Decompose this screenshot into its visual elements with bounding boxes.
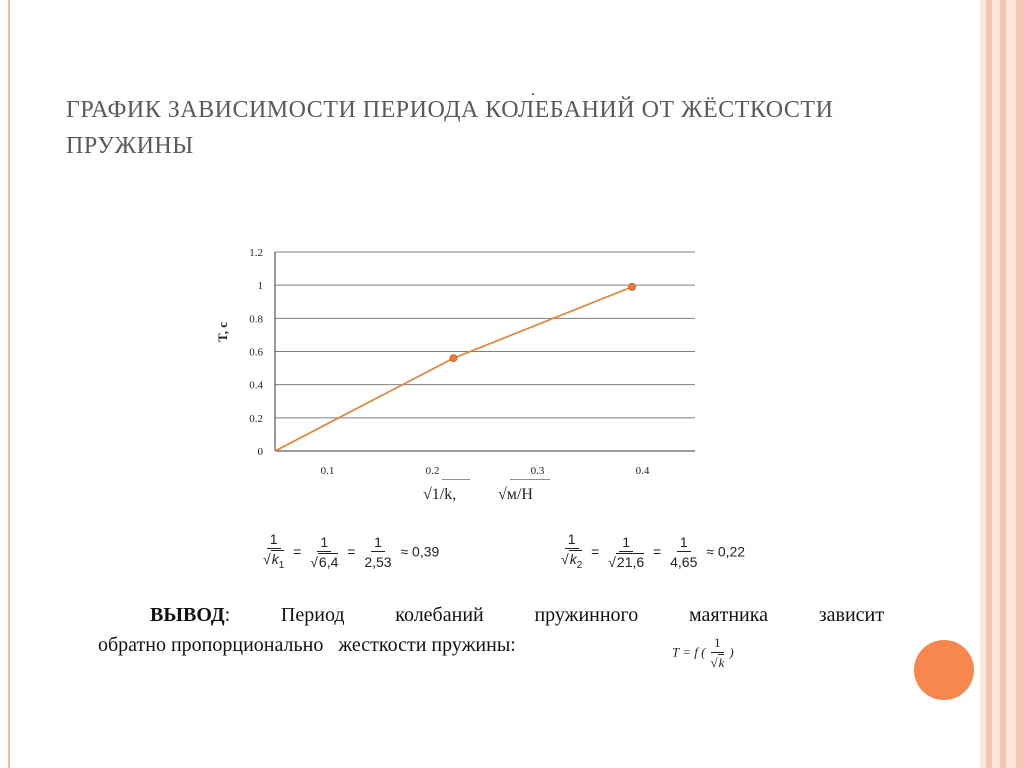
conclusion-word: зависит	[818, 604, 884, 626]
period-formula: T = f ( $\frac{1}{√k}$ )	[672, 635, 734, 670]
conclusion-word: маятника	[688, 604, 769, 626]
x-tick-label: 0.3	[530, 465, 545, 477]
y-tick-label: 0.4	[249, 379, 263, 392]
slide-title: ГРАФИК ЗАВИСИМОСТИ ПЕРИОДА КОЛЕБАНИЙ ОТ ЖЁСТКОСТИ ПРУЖИНЫ	[66, 97, 834, 159]
y-tick-label: 1.2	[249, 247, 263, 259]
conclusion-line-2: обратно пропорционально жесткости пружины:	[98, 634, 516, 656]
conclusion-word: колебаний	[395, 604, 484, 626]
y-tick-label: 0	[257, 446, 263, 458]
y-axis-label: T, c	[215, 322, 230, 342]
y-tick-label: 1	[257, 280, 263, 293]
conclusion-word: пружинного	[534, 604, 639, 626]
x-tick-label: 0.4	[635, 465, 650, 477]
stray-dot: .	[531, 82, 535, 99]
x-tick-label: 0.2	[425, 465, 440, 477]
x-tick-label: 0.1	[320, 465, 335, 477]
y-tick-label: 0.6	[249, 346, 263, 359]
conclusion-label-group: ВЫВОД:	[150, 604, 231, 626]
data-point	[629, 283, 636, 290]
conclusion-word: Период	[280, 604, 345, 626]
x-axis-label-left: √1/k,	[423, 486, 457, 503]
slide-left-border	[8, 0, 10, 768]
x-axis-label-right: √м/Н	[498, 486, 533, 503]
y-tick-label: 0.2	[249, 412, 263, 425]
series-line	[275, 287, 632, 451]
decorative-stripes	[980, 0, 1024, 768]
decorative-orange-circle	[914, 640, 974, 700]
formula-right: $\frac{1}{√k_2}$ = $\frac{1}{√21,6}$ = $\frac{1}{4,65}$ ≈ 0,22	[561, 531, 746, 571]
period-stiffness-chart	[210, 240, 710, 480]
conclusion-label: ВЫВОД	[150, 604, 225, 626]
y-tick-label: 0.8	[249, 313, 263, 326]
data-point	[450, 355, 457, 362]
conclusion-text	[98, 600, 884, 660]
conclusion-line-1	[98, 600, 884, 630]
formula-left: $\frac{1}{√k_1}$ = $\frac{1}{√6,4}$ = $\frac{1}{2,53}$ ≈ 0,39	[263, 531, 440, 571]
